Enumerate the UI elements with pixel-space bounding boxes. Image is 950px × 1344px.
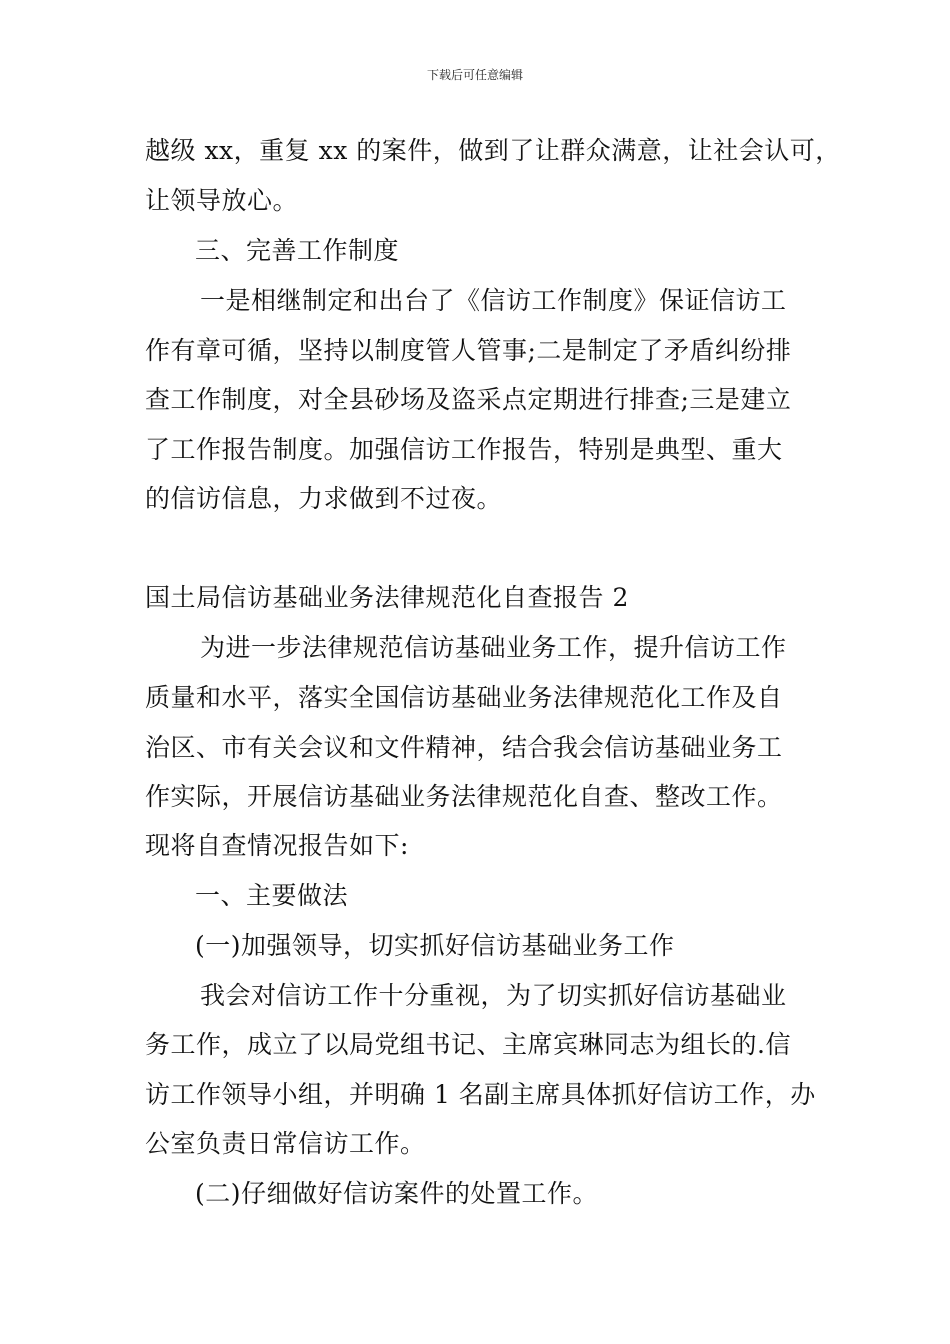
paragraph-line: 让领导放心。 [145,186,299,215]
section-heading: 一、主要做法 [195,881,349,910]
paragraph-line: 治区、市有关会议和文件精神，结合我会信访基础业务工 [145,733,783,762]
subsection-heading: (二)仔细做好信访案件的处置工作。 [195,1179,599,1208]
paragraph-line: 现将自查情况报告如下: [145,831,409,860]
paragraph-line: 我会对信访工作十分重视，为了切实抓好信访基础业 [200,981,787,1010]
section-heading: 三、完善工作制度 [195,236,400,265]
paragraph-line: 一是相继制定和出台了《信访工作制度》保证信访工 [200,286,787,315]
paragraph-line: 为进一步法律规范信访基础业务工作，提升信访工作 [200,633,787,662]
paragraph-line: 务工作，成立了以局党组书记、主席宾琳同志为组长的.信 [145,1030,791,1059]
paragraph-line: 作实际，开展信访基础业务法律规范化自查、整改工作。 [145,782,783,811]
paragraph-line: 的信访信息，力求做到不过夜。 [145,484,503,513]
page-header-note: 下载后可任意编辑 [426,68,523,82]
subsection-heading: (一)加强领导，切实抓好信访基础业务工作 [195,931,675,960]
paragraph-line: 作有章可循，坚持以制度管人管事;二是制定了矛盾纠纷排 [145,336,792,365]
paragraph-line: 越级 xx，重复 xx 的案件，做到了让群众满意，让社会认可， [145,136,841,165]
paragraph-line: 访工作领导小组，并明确 1 名副主席具体抓好信访工作，办 [145,1080,816,1109]
report-title: 国土局信访基础业务法律规范化自查报告 2 [145,583,629,612]
paragraph-line: 查工作制度，对全县砂场及盗采点定期进行排查;三是建立 [145,385,792,414]
paragraph-line: 了工作报告制度。加强信访工作报告，特别是典型、重大 [145,435,783,464]
paragraph-line: 公室负责日常信访工作。 [145,1129,426,1158]
paragraph-line: 质量和水平，落实全国信访基础业务法律规范化工作及自 [145,683,783,712]
